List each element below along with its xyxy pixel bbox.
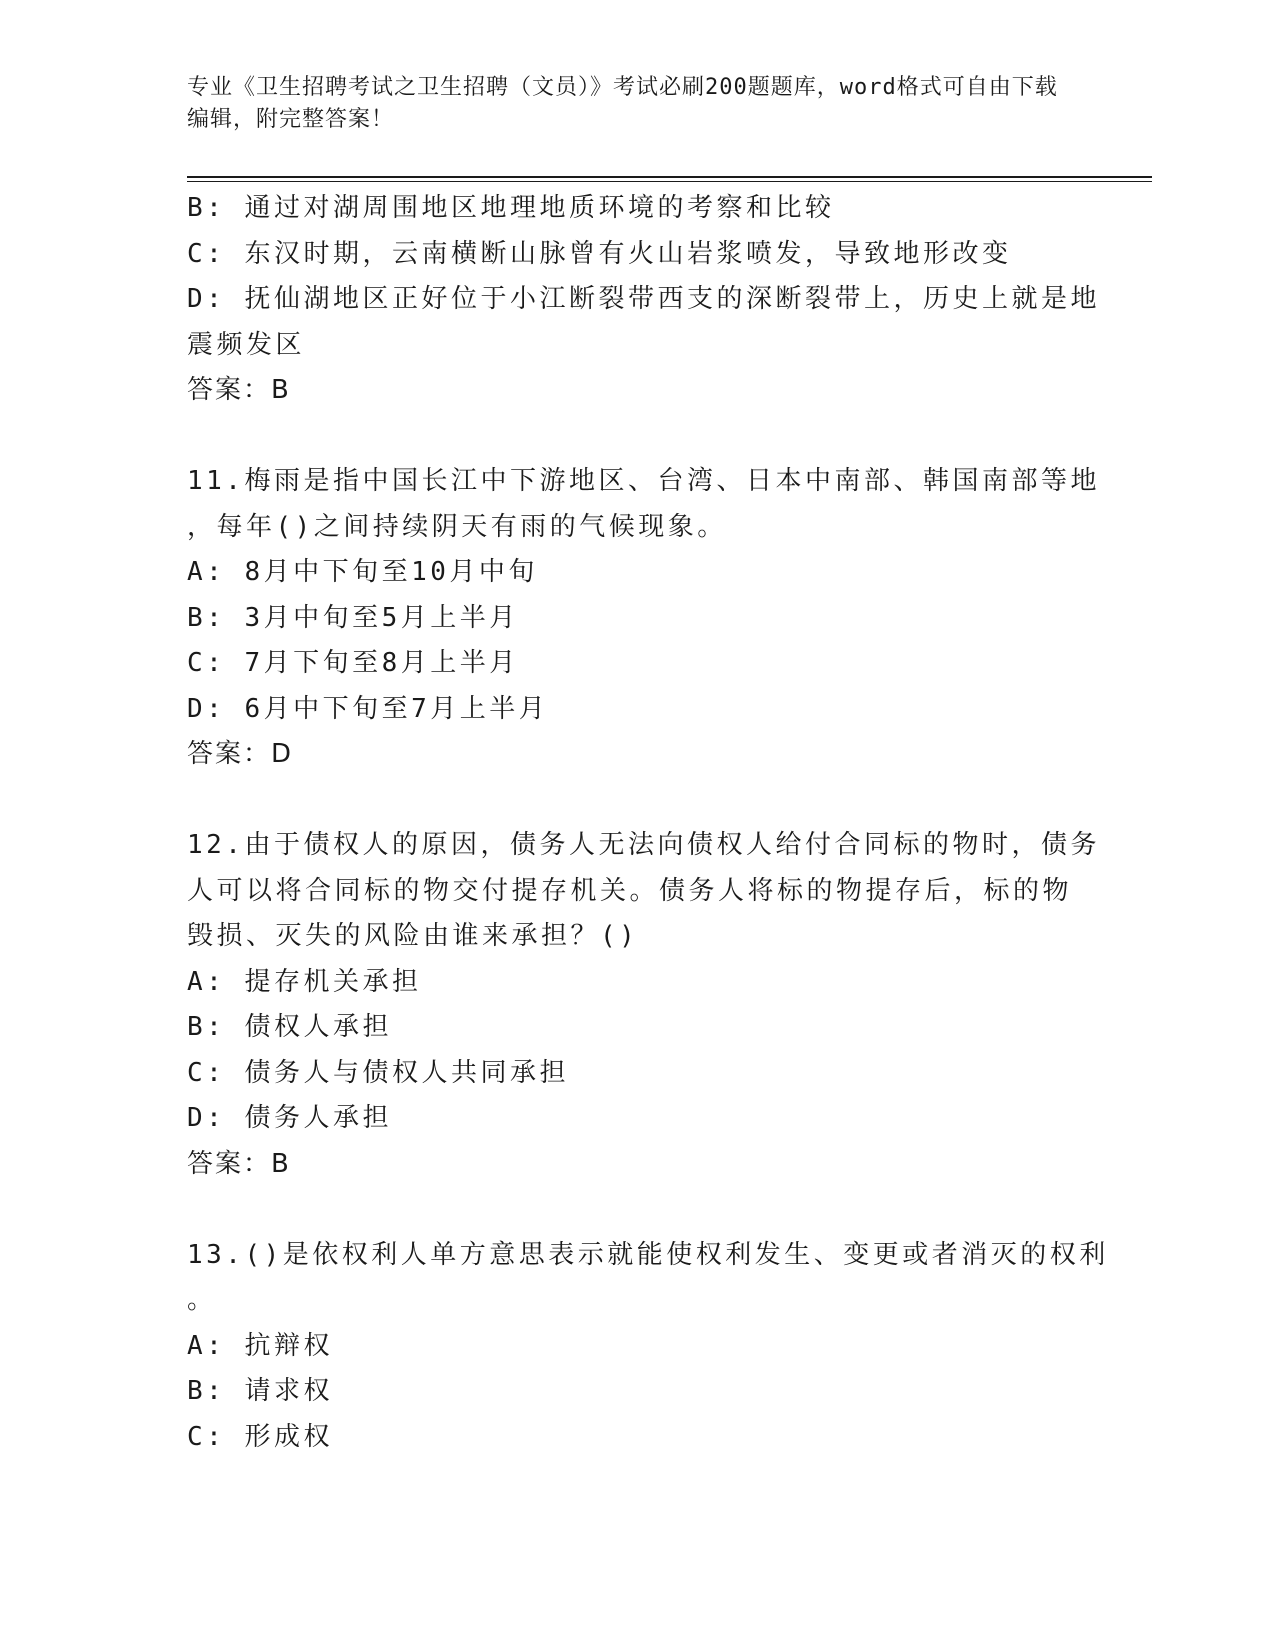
question-stem-continued: 。 bbox=[187, 1285, 217, 1315]
question-stem: 13.()是依权利人单方意思表示就能使权利发生、变更或者消灭的权利 bbox=[187, 1239, 1109, 1270]
spacer bbox=[187, 778, 1077, 824]
question-list bbox=[187, 186, 1109, 1460]
question-13 bbox=[187, 1233, 1109, 1461]
answer: 答案：B bbox=[187, 1148, 291, 1179]
answer: 答案：B bbox=[187, 375, 291, 405]
option-c: C: 东汉时期，云南横断山脉曾有火山岩浆喷发，导致地形改变 bbox=[187, 238, 1012, 269]
option-a: A: 抗辩权 bbox=[187, 1330, 333, 1361]
question-11 bbox=[187, 459, 1100, 778]
option-c: C: 形成权 bbox=[187, 1421, 333, 1452]
option-b: B: 3月中旬至5月上半月 bbox=[187, 602, 519, 633]
option-d-continued: 震频发区 bbox=[187, 329, 306, 360]
document-header bbox=[187, 72, 1067, 136]
spacer bbox=[187, 414, 1077, 460]
header-text: 专业《卫生招聘考试之卫生招聘（文员）》考试必刷200题题库，word格式可自由下载编辑，附完整答案！ bbox=[187, 75, 1058, 132]
question-10-tail bbox=[187, 186, 1100, 414]
option-c: C: 债务人与债权人共同承担 bbox=[187, 1057, 569, 1088]
option-d: D: 债务人承担 bbox=[187, 1103, 392, 1133]
option-b: B: 通过对湖周围地区地理地质环境的考察和比较 bbox=[187, 193, 835, 223]
question-stem: 11.梅雨是指中国长江中下游地区、台湾、日本中南部、韩国南部等地 bbox=[187, 466, 1100, 496]
question-stem-continued: 人可以将合同标的物交付提存机关。债务人将标的物提存后，标的物 bbox=[187, 875, 1073, 906]
option-a: A: 提存机关承担 bbox=[187, 966, 422, 997]
option-a: A: 8月中下旬至10月中旬 bbox=[187, 557, 538, 587]
answer: 答案：D bbox=[187, 739, 294, 769]
option-c: C: 7月下旬至8月上半月 bbox=[187, 648, 519, 678]
header-rule-thick bbox=[187, 176, 1152, 178]
header-rule-thin bbox=[187, 181, 1152, 182]
question-stem-continued: ，每年()之间持续阴天有雨的气候现象。 bbox=[187, 511, 727, 542]
option-d: D: 6月中下旬至7月上半月 bbox=[187, 693, 549, 724]
option-b: B: 请求权 bbox=[187, 1376, 333, 1406]
spacer bbox=[187, 1187, 1077, 1233]
question-stem-continued: 毁损、灭失的风险由谁来承担？() bbox=[187, 921, 639, 951]
option-b: B: 债权人承担 bbox=[187, 1012, 392, 1042]
option-d: D: 抚仙湖地区正好位于小江断裂带西支的深断裂带上，历史上就是地 bbox=[187, 284, 1100, 314]
question-12 bbox=[187, 823, 1100, 1187]
question-stem: 12.由于债权人的原因，债务人无法向债权人给付合同标的物时，债务 bbox=[187, 830, 1100, 860]
